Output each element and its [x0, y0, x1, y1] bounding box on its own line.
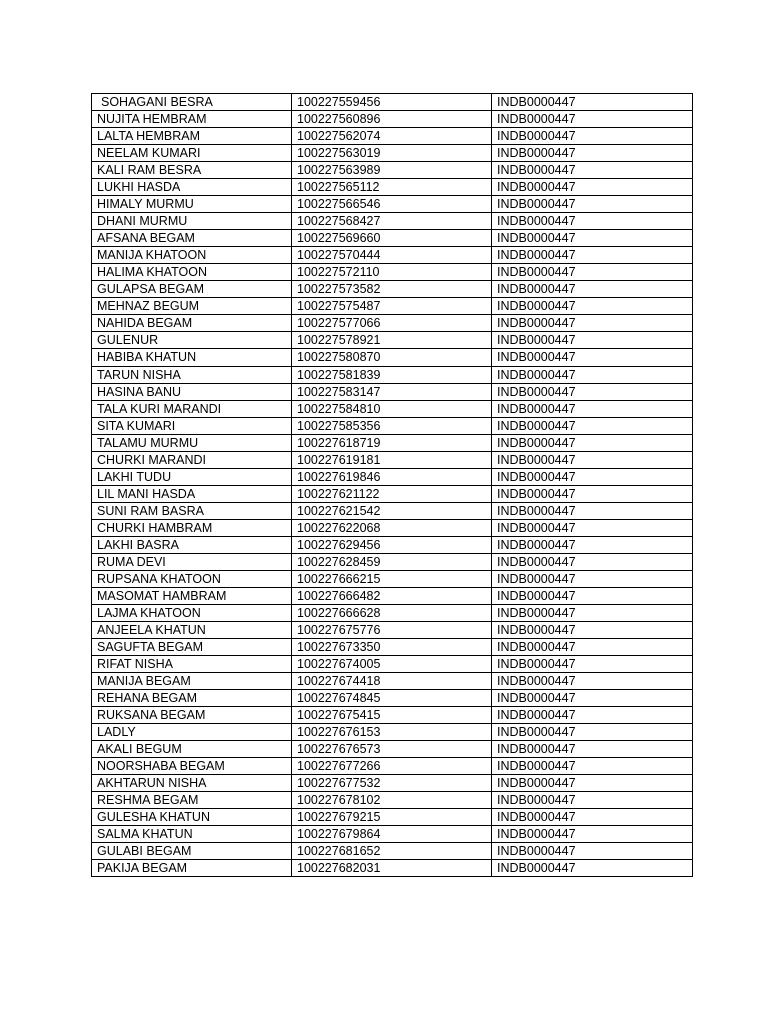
table-row: [92, 213, 693, 230]
account-number-cell: 100227621542: [292, 502, 492, 519]
name-cell: LADLY: [92, 724, 292, 741]
account-number-cell: 100227621122: [292, 485, 492, 502]
account-number-cell: 100227681652: [292, 843, 492, 860]
table-row: [92, 673, 693, 690]
account-number-cell: 100227559456: [292, 94, 492, 111]
account-number-cell: 100227584810: [292, 400, 492, 417]
name-cell: DHANI MURMU: [92, 213, 292, 230]
ifsc-code-cell: INDB0000447: [492, 196, 693, 213]
account-number-cell: 100227568427: [292, 213, 492, 230]
account-number-cell: 100227677532: [292, 775, 492, 792]
table-row: [92, 724, 693, 741]
name-cell: AFSANA BEGAM: [92, 230, 292, 247]
ifsc-code-cell: INDB0000447: [492, 570, 693, 587]
account-number-cell: 100227629456: [292, 536, 492, 553]
ifsc-code-cell: INDB0000447: [492, 417, 693, 434]
name-cell: HALIMA KHATOON: [92, 264, 292, 281]
ifsc-code-cell: INDB0000447: [492, 383, 693, 400]
table-body: [92, 94, 693, 877]
table-row: [92, 639, 693, 656]
account-number-cell: 100227562074: [292, 128, 492, 145]
ifsc-code-cell: INDB0000447: [492, 536, 693, 553]
table-row: [92, 604, 693, 621]
ifsc-code-cell: INDB0000447: [492, 332, 693, 349]
table-row: [92, 111, 693, 128]
table-row: [92, 536, 693, 553]
name-cell: LIL MANI HASDA: [92, 485, 292, 502]
account-number-cell: 100227566546: [292, 196, 492, 213]
account-number-cell: 100227682031: [292, 860, 492, 877]
name-cell: AKALI BEGUM: [92, 741, 292, 758]
table-row: [92, 843, 693, 860]
ifsc-code-cell: INDB0000447: [492, 690, 693, 707]
table-row: [92, 162, 693, 179]
account-number-cell: 100227577066: [292, 315, 492, 332]
ifsc-code-cell: INDB0000447: [492, 724, 693, 741]
ifsc-code-cell: INDB0000447: [492, 230, 693, 247]
name-cell: LAJMA KHATOON: [92, 604, 292, 621]
account-number-cell: 100227622068: [292, 519, 492, 536]
table-row: [92, 298, 693, 315]
ifsc-code-cell: INDB0000447: [492, 315, 693, 332]
name-cell: RUKSANA BEGAM: [92, 707, 292, 724]
table-row: [92, 690, 693, 707]
ifsc-code-cell: INDB0000447: [492, 264, 693, 281]
table-row: [92, 230, 693, 247]
table-row: [92, 264, 693, 281]
table-row: [92, 383, 693, 400]
account-number-cell: 100227563989: [292, 162, 492, 179]
table-row: [92, 179, 693, 196]
ifsc-code-cell: INDB0000447: [492, 587, 693, 604]
table-row: [92, 519, 693, 536]
name-cell: TALA KURI MARANDI: [92, 400, 292, 417]
ifsc-code-cell: INDB0000447: [492, 673, 693, 690]
table-row: [92, 315, 693, 332]
account-number-cell: 100227628459: [292, 553, 492, 570]
ifsc-code-cell: INDB0000447: [492, 451, 693, 468]
name-cell: AKHTARUN NISHA: [92, 775, 292, 792]
ifsc-code-cell: INDB0000447: [492, 809, 693, 826]
account-number-cell: 100227678102: [292, 792, 492, 809]
account-number-cell: 100227585356: [292, 417, 492, 434]
account-number-cell: 100227679864: [292, 826, 492, 843]
table-row: [92, 656, 693, 673]
name-cell: CHURKI HAMBRAM: [92, 519, 292, 536]
table-row: [92, 400, 693, 417]
name-cell: SOHAGANI BESRA: [92, 94, 292, 111]
name-cell: GULESHA KHATUN: [92, 809, 292, 826]
ifsc-code-cell: INDB0000447: [492, 281, 693, 298]
ifsc-code-cell: INDB0000447: [492, 843, 693, 860]
name-cell: HABIBA KHATUN: [92, 349, 292, 366]
name-cell: RUMA DEVI: [92, 553, 292, 570]
name-cell: GULABI BEGAM: [92, 843, 292, 860]
account-number-cell: 100227560896: [292, 111, 492, 128]
table-row: [92, 707, 693, 724]
account-number-cell: 100227666628: [292, 604, 492, 621]
account-number-cell: 100227583147: [292, 383, 492, 400]
ifsc-code-cell: INDB0000447: [492, 247, 693, 264]
account-number-cell: 100227666215: [292, 570, 492, 587]
ifsc-code-cell: INDB0000447: [492, 553, 693, 570]
ifsc-code-cell: INDB0000447: [492, 792, 693, 809]
name-cell: MANIJA BEGAM: [92, 673, 292, 690]
ifsc-code-cell: INDB0000447: [492, 179, 693, 196]
table-row: [92, 332, 693, 349]
account-number-cell: 100227675415: [292, 707, 492, 724]
name-cell: TARUN NISHA: [92, 366, 292, 383]
name-cell: SAGUFTA BEGAM: [92, 639, 292, 656]
name-cell: PAKIJA BEGAM: [92, 860, 292, 877]
table-row: [92, 502, 693, 519]
ifsc-code-cell: INDB0000447: [492, 860, 693, 877]
ifsc-code-cell: INDB0000447: [492, 758, 693, 775]
ifsc-code-cell: INDB0000447: [492, 162, 693, 179]
name-cell: TALAMU MURMU: [92, 434, 292, 451]
name-cell: GULENUR: [92, 332, 292, 349]
ifsc-code-cell: INDB0000447: [492, 468, 693, 485]
ifsc-code-cell: INDB0000447: [492, 349, 693, 366]
table-row: [92, 145, 693, 162]
account-number-cell: 100227572110: [292, 264, 492, 281]
name-cell: KALI RAM BESRA: [92, 162, 292, 179]
ifsc-code-cell: INDB0000447: [492, 434, 693, 451]
account-number-cell: 100227619181: [292, 451, 492, 468]
table-row: [92, 741, 693, 758]
table-row: [92, 758, 693, 775]
ifsc-code-cell: INDB0000447: [492, 111, 693, 128]
ifsc-code-cell: INDB0000447: [492, 298, 693, 315]
table-row: [92, 434, 693, 451]
table-row: [92, 587, 693, 604]
name-cell: LALTA HEMBRAM: [92, 128, 292, 145]
account-number-cell: 100227677266: [292, 758, 492, 775]
name-cell: ANJEELA KHATUN: [92, 621, 292, 638]
table-row: [92, 247, 693, 264]
account-number-cell: 100227575487: [292, 298, 492, 315]
account-number-cell: 100227619846: [292, 468, 492, 485]
account-number-cell: 100227674845: [292, 690, 492, 707]
account-number-cell: 100227563019: [292, 145, 492, 162]
name-cell: LAKHI TUDU: [92, 468, 292, 485]
table-row: [92, 485, 693, 502]
table-row: [92, 775, 693, 792]
name-cell: MEHNAZ BEGUM: [92, 298, 292, 315]
ifsc-code-cell: INDB0000447: [492, 400, 693, 417]
account-number-cell: 100227569660: [292, 230, 492, 247]
account-number-cell: 100227676153: [292, 724, 492, 741]
table-row: [92, 826, 693, 843]
account-number-cell: 100227674418: [292, 673, 492, 690]
name-cell: SALMA KHATUN: [92, 826, 292, 843]
name-cell: LUKHI HASDA: [92, 179, 292, 196]
table-row: [92, 553, 693, 570]
table-row: [92, 128, 693, 145]
ifsc-code-cell: INDB0000447: [492, 826, 693, 843]
name-cell: HIMALY MURMU: [92, 196, 292, 213]
table-row: [92, 281, 693, 298]
ifsc-code-cell: INDB0000447: [492, 707, 693, 724]
name-cell: SITA KUMARI: [92, 417, 292, 434]
ifsc-code-cell: INDB0000447: [492, 145, 693, 162]
name-cell: SUNI RAM BASRA: [92, 502, 292, 519]
ifsc-code-cell: INDB0000447: [492, 502, 693, 519]
ifsc-code-cell: INDB0000447: [492, 213, 693, 230]
name-cell: LAKHI BASRA: [92, 536, 292, 553]
table-row: [92, 809, 693, 826]
account-number-cell: 100227673350: [292, 639, 492, 656]
ifsc-code-cell: INDB0000447: [492, 775, 693, 792]
ifsc-code-cell: INDB0000447: [492, 639, 693, 656]
account-number-cell: 100227666482: [292, 587, 492, 604]
account-number-cell: 100227676573: [292, 741, 492, 758]
table-row: [92, 860, 693, 877]
ifsc-code-cell: INDB0000447: [492, 741, 693, 758]
ifsc-code-cell: INDB0000447: [492, 485, 693, 502]
name-cell: MANIJA KHATOON: [92, 247, 292, 264]
name-cell: HASINA BANU: [92, 383, 292, 400]
ifsc-code-cell: INDB0000447: [492, 656, 693, 673]
name-cell: RUPSANA KHATOON: [92, 570, 292, 587]
table-row: [92, 349, 693, 366]
ifsc-code-cell: INDB0000447: [492, 621, 693, 638]
account-number-cell: 100227581839: [292, 366, 492, 383]
table-row: [92, 792, 693, 809]
table-row: [92, 468, 693, 485]
ifsc-code-cell: INDB0000447: [492, 128, 693, 145]
name-cell: REHANA BEGAM: [92, 690, 292, 707]
ifsc-code-cell: INDB0000447: [492, 519, 693, 536]
table-row: [92, 417, 693, 434]
account-number-cell: 100227580870: [292, 349, 492, 366]
name-cell: CHURKI MARANDI: [92, 451, 292, 468]
name-cell: NAHIDA BEGAM: [92, 315, 292, 332]
name-cell: NOORSHABA BEGAM: [92, 758, 292, 775]
table-row: [92, 570, 693, 587]
table-row: [92, 621, 693, 638]
ifsc-code-cell: INDB0000447: [492, 366, 693, 383]
name-cell: GULAPSA BEGAM: [92, 281, 292, 298]
account-number-cell: 100227578921: [292, 332, 492, 349]
account-number-cell: 100227618719: [292, 434, 492, 451]
ifsc-code-cell: INDB0000447: [492, 604, 693, 621]
table-row: [92, 366, 693, 383]
account-number-cell: 100227679215: [292, 809, 492, 826]
name-cell: RESHMA BEGAM: [92, 792, 292, 809]
account-number-cell: 100227565112: [292, 179, 492, 196]
beneficiary-table: [91, 93, 693, 877]
table-row: [92, 451, 693, 468]
account-number-cell: 100227675776: [292, 621, 492, 638]
account-number-cell: 100227674005: [292, 656, 492, 673]
table-row: [92, 196, 693, 213]
table-row: [92, 94, 693, 111]
name-cell: RIFAT NISHA: [92, 656, 292, 673]
ifsc-code-cell: INDB0000447: [492, 94, 693, 111]
account-number-cell: 100227570444: [292, 247, 492, 264]
name-cell: MASOMAT HAMBRAM: [92, 587, 292, 604]
account-number-cell: 100227573582: [292, 281, 492, 298]
name-cell: NEELAM KUMARI: [92, 145, 292, 162]
name-cell: NUJITA HEMBRAM: [92, 111, 292, 128]
